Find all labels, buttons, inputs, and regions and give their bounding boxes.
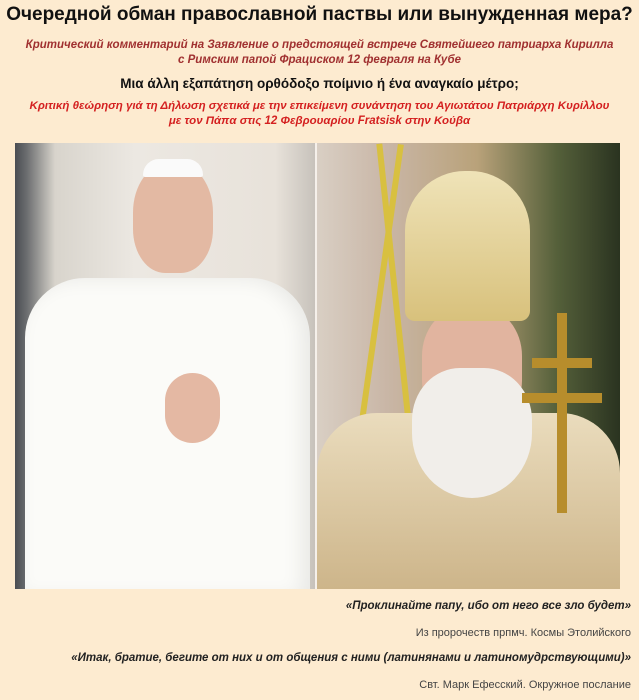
- patriarch-beard: [412, 368, 532, 498]
- quote-2-source: Свт. Марк Ефесский. Окружное послание: [419, 679, 631, 691]
- cross-icon: [557, 313, 567, 513]
- photo-collage: [15, 143, 620, 589]
- pope-folded-hands: [165, 373, 220, 443]
- subtitle-russian: [0, 38, 639, 68]
- pope-head: [133, 163, 213, 273]
- cross-bar: [522, 393, 602, 403]
- pope-white-cassock: [25, 278, 310, 589]
- quote-1-source: Из пророчеств прпмч. Космы Этолийского: [415, 627, 631, 639]
- quote-1-text: «Проклинайте папу, ибо от него все зло будет»: [345, 600, 631, 612]
- subtitle-greek-line1: Κριτική θεώρηση γιά τη Δήλωση σχετικά με την επικείμενη συνάντηση του Αγιωτάτου Πατριάρχη Κυρίλλου: [29, 100, 610, 112]
- photo-patriarch-kirill: [317, 143, 620, 589]
- subtitle-greek-line2: με τον Πάπα στις 12 Φεβρουαρίου Fratsisk στην Κούβα: [168, 115, 471, 127]
- pope-zucchetto: [143, 159, 203, 177]
- patriarch-mitre: [405, 171, 530, 321]
- title-greek: Μια άλλη εξαπάτηση ορθόδοξο ποίμνιο ή ένα αναγκαίο μέτρο;: [120, 76, 519, 91]
- photo-pope-francis: [15, 143, 315, 589]
- subtitle-russian-line1: Критический комментарий на Заявление о предстоящей встрече Святейшего патриарха Кирилла: [25, 39, 614, 51]
- page-title: Очередной обман православной паствы или вынужденная мера?: [6, 4, 633, 25]
- quote-2-text: «Итак, братие, бегите от них и от общения с ними (латинянами и латиномудрствующими)»: [71, 652, 631, 664]
- cross-bar: [532, 358, 592, 368]
- subtitle-russian-line2: с Римским папой Фрациском 12 февраля на Кубе: [178, 54, 461, 66]
- subtitle-greek: [0, 99, 639, 129]
